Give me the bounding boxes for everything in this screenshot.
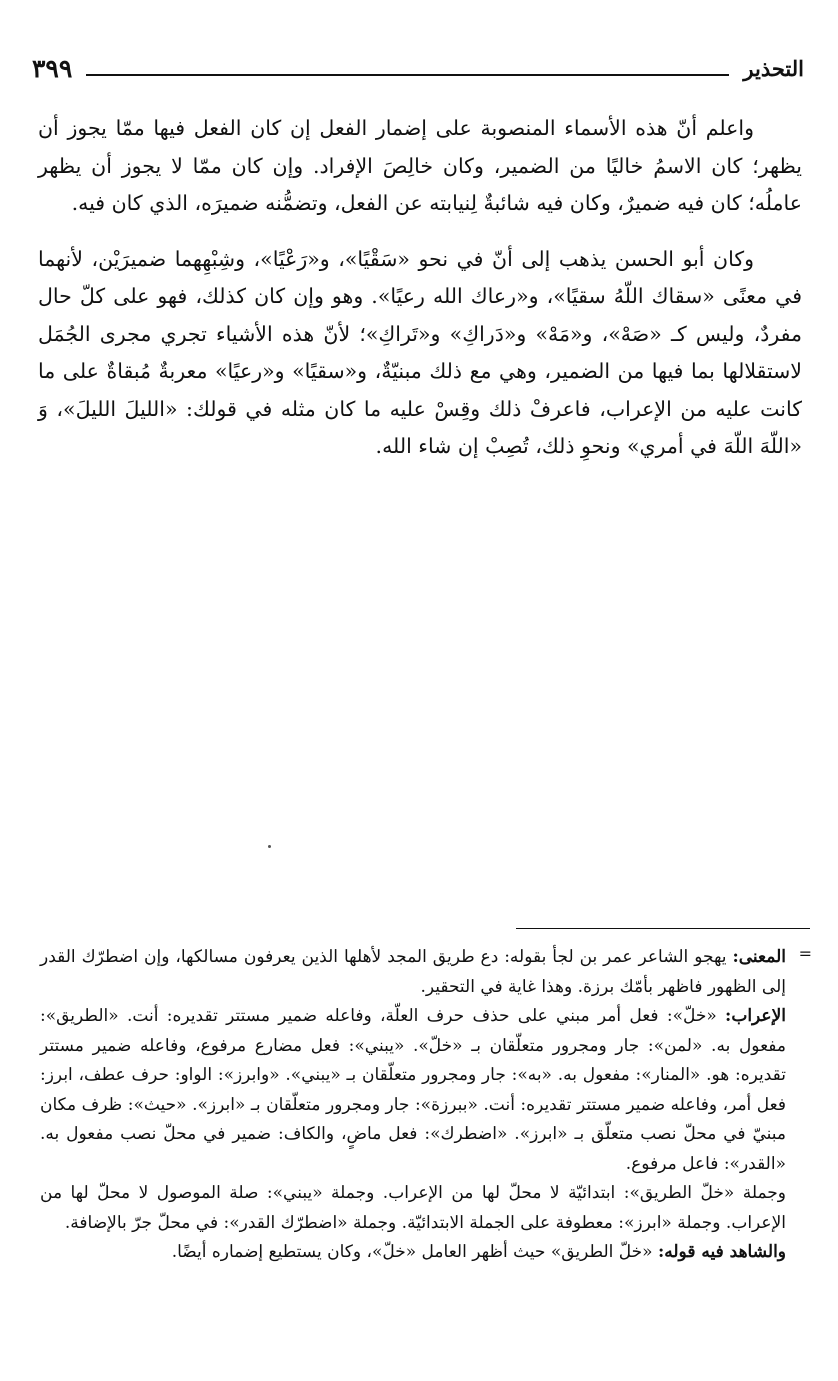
footnote-text: «خلّ»: فعل أمر مبني على حذف حرف العلّة، وفاعله ضمير مستتر تقديره: أنت. «الطريق»: مفعول به. «لمن»: جار ومجرور متعلّقان بـ «خلّ». «يبني»: فعل مضارع مرفوع، وفاعله ضمير مستتر تقديره: هو. «المنار»: مفعول به. «به»: جار ومجرور متعلّقان بـ «يبني». «وابرز»: الواو: حرف عطف، ابرز: فعل أمر، وفاعله ضمير مستتر تقديره: أنت. «ببرزة»: جار ومجرور متعلّقان بـ «ابرز». «حيث»: ظرف مكان مبنيّ في محلّ نصب متعلّق بـ «ابرز». «اضطرك»: فعل ماضٍ، والكاف: ضمير في محلّ نصب مفعول به. «القدر»: فاعل مرفوع. xyxy=(40,1006,786,1174)
footnote-paragraph-parsing xyxy=(40,1002,786,1179)
body-paragraph: وكان أبو الحسن يذهب إلى أنّ في نحو «سَقْيًا»، و«رَعْيًا»، وشِبْهِهما ضميرَيْن، لأنهما في معنًى «سقاك اللّهُ سقيًا»، و«رعاك الله رعيًا». وهو وإن كان كذلك، فهو على كلّ حال مفردٌ، وليس كـ «صَهْ»، و«مَهْ» و«دَراكِ» و«تَراكِ»؛ لأنّ هذه الأشياء تجري مجرى الجُمَل لاستقلالها بما فيها من الضمير، وهي مع ذلك مبنيّةٌ، و«سقيًا» و«رعيًا» معربةٌ مُبقاةٌ على ما كانت عليه من الإعراب، فاعرفْ ذلك وقِسْ عليه ما كان مثله في قولك: «الليلَ الليلَ»، وَ «اللّهَ اللّهَ في أمري» ونحوِ ذلك، تُصِبْ إن شاء الله. xyxy=(38,246,802,458)
footnote-key: المعنى: xyxy=(732,947,786,967)
footnote-continuation-mark: = xyxy=(798,944,812,963)
footnote-text: «خلّ الطريق» حيث أظهر العامل «خلّ»، وكان يستطيع إضماره أيضًا. xyxy=(171,1242,658,1262)
running-header xyxy=(32,50,804,86)
footnote-text: يهجو الشاعر عمر بن لجأ بقوله: دع طريق المجد لأهلها الذين يعرفون مسالكها، وإن اضطرّك القدر إلى الظهور فاظهر بأمّك برزة. وهذا غاية في التحقير. xyxy=(40,947,786,997)
chapter-title: التحذير xyxy=(743,55,804,81)
footnote-text: وجملة «خلّ الطريق»: ابتدائيّة لا محلّ لها من الإعراب. وجملة «يبني»: صلة الموصول لا محلّ لها من الإعراب. وجملة «ابرز»: معطوفة على الجملة الابتدائيّة. وجملة «اضطرّك القدر»: في محلّ جرّ بالإضافة. xyxy=(40,1183,786,1233)
print-speck xyxy=(268,845,271,848)
footnote-key: والشاهد فيه قوله: xyxy=(657,1242,786,1262)
footnote-paragraph-meaning xyxy=(40,943,786,1002)
footnote-paragraph-evidence xyxy=(40,1238,786,1268)
header-rule xyxy=(86,74,729,76)
footnotes xyxy=(40,943,786,1268)
footnote-divider xyxy=(516,928,810,929)
main-text xyxy=(38,110,802,466)
body-paragraph: واعلم أنّ هذه الأسماء المنصوبة على إضمار الفعل إن كان الفعل فيها ممّا يجوز أن يظهر؛ كان الاسمُ خاليًا من الضمير، وكان خالِصَ الإفراد. وإن كان ممّا لا يجوز أن يظهر عاملُه؛ كان فيه ضميرٌ، وكان فيه شائبةٌ لِنيابته عن الفعل، وتضمُّنه ضميرَه، الذي كان فيه. xyxy=(38,116,802,215)
page-number: ٣٩٩ xyxy=(32,53,73,83)
footnote-paragraph-sentences xyxy=(40,1179,786,1238)
footnote-key: الإعراب: xyxy=(725,1006,786,1026)
